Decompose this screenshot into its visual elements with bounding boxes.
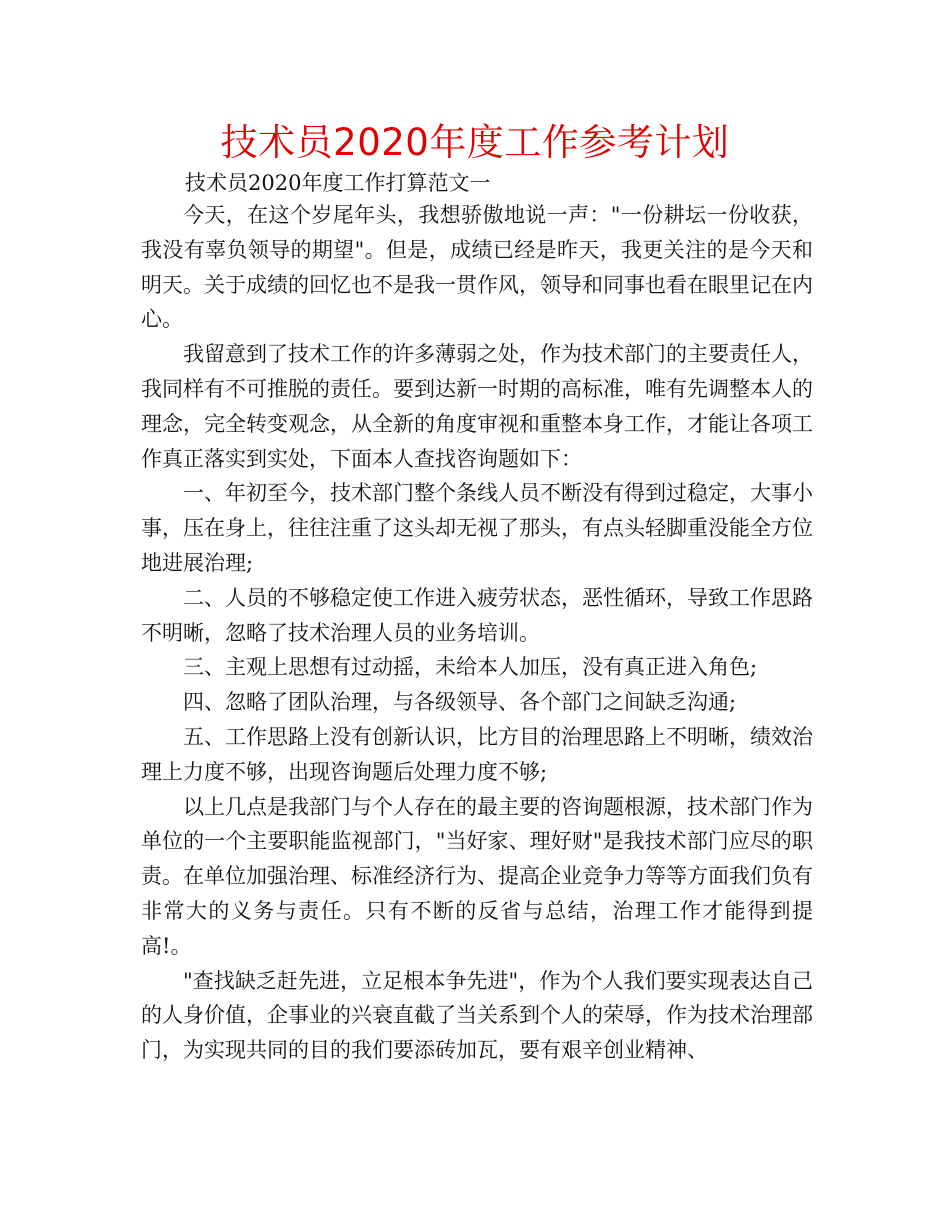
paragraph: 三、主观上思想有过动摇，未给本人加压，没有真正进入角色; [183,655,758,680]
paragraph: "查找缺乏赶先进，立足根本争先进"，作为个人我们要实现表达自己的人身价值，企事业的兴衰直截了当关系到个人的荣辱，作为技术治理部门，为实现共同的目的我们要添砖加瓦，要有艰辛创业精神、 [141,968,813,1063]
paragraph: 五、工作思路上没有创新认识，比方目的治理思路上不明晰，绩效治理上力度不够，出现咨询题后处理力度不够; [141,724,813,784]
paragraph: 今天，在这个岁尾年头，我想骄傲地说一声："一份耕坛一份收获，我没有辜负领导的期望"。但是，成绩已经是昨天，我更关注的是今天和明天。关于成绩的回忆也不是我一贯作风，领导和同事也看在眼里记在内心。 [141,203,813,332]
paragraph: 一、年初至今，技术部门整个条线人员不断没有得到过稳定，大事小事，压在身上，往往注重了这头却无视了那头，有点头轻脚重没能全方位地进展治理; [141,481,813,575]
paragraph: 四、忽略了团队治理，与各级领导、各个部门之间缺乏沟通; [183,690,737,715]
paragraph: 二、人员的不够稳定使工作进入疲劳状态，恶性循环，导致工作思路不明晰，忽略了技术治理人员的业务培训。 [141,585,813,645]
paragraph: 我留意到了技术工作的许多薄弱之处，作为技术部门的主要责任人，我同样有不可推脱的责任。要到达新一时期的高标准，唯有先调整本人的理念，完全转变观念，从全新的角度审视和重整本身工作，才能让各项工作真正落实到实处，下面本人查找咨询题如下： [141,342,813,471]
document-title: 技术员2020年度工作参考计划 [220,121,730,164]
document-body [141,198,813,1068]
paragraph: 以上几点是我部门与个人存在的最主要的咨询题根源，技术部门作为单位的一个主要职能监视部门，"当好家、理好财"是我技术部门应尽的职责。在单位加强治理、标准经济行为、提高企业竞争力等等方面我们负有非常大的义务与责任。只有不断的反省与总结，治理工作才能得到提高!。 [141,794,813,958]
document-subtitle: 技术员2020年度工作打算范文一 [185,171,491,195]
